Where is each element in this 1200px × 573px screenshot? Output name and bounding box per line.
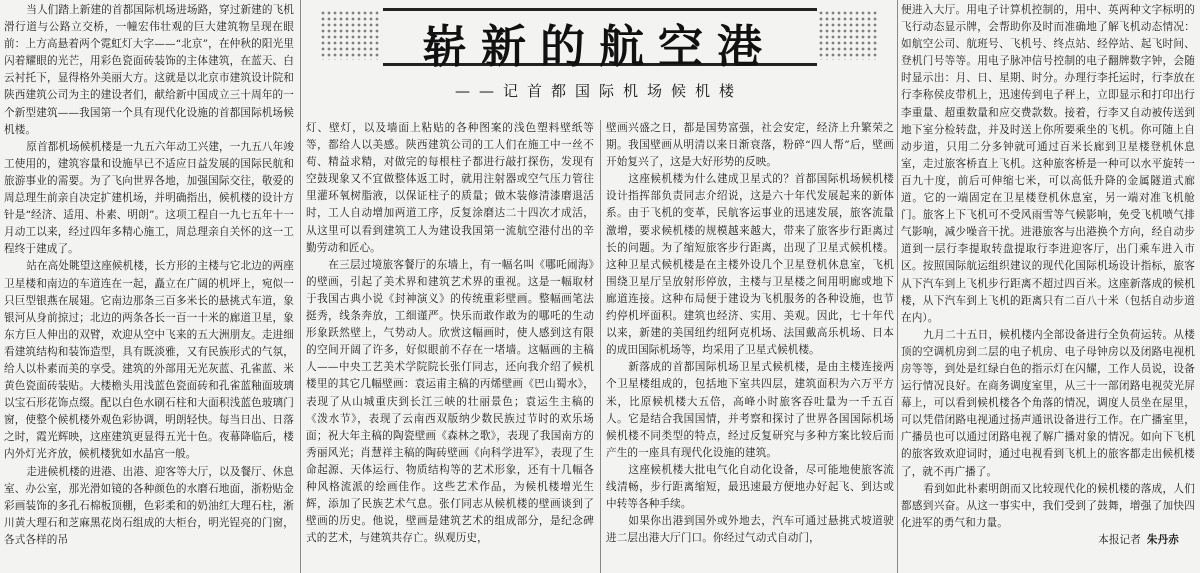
headline-block [310,6,888,112]
paragraph: 原首都机场候机楼是一九五六年动工兴建，一九五八年竣工使用的，建筑容量和设施早已不适应日益发展的国际民航和旅游事业的需要。为了飞向世界各地，加强国际交往，敬爱的周总理生前亲自决定扩建机场，并明确指出，候机楼的设计方针是“经济、适用、朴素、明朗”。这项工程自一九七五年十一月动工以来，经过四年多精心施工，周总理亲自关怀的这一工程终于建成了。 [4,140,294,256]
paragraph: 便进入大厅。用电子计算机控制的，用中、英两种文字标明的飞行动态显示牌，会帮助你及时而准确地了解飞机动态情况：如航空公司、航班号、飞机号、终点站、经停站、起飞时间、登机门号等等。用电子脉冲信号控制的电子翻牌数字钟，会随时显示出：月、日、星期、时分。办理行李托运时，行李放在行李称侯皮带机上，迅速传到电子秤上，立即显示和打印出行李重量、超重数量和应交费款数。接着，行李又自动被传送到地下室分检转盘，并及时送上你所要乘坐的飞机。你可随上自动步道，只用二分多钟就可通过百米长廊到卫星楼登机休息室，走过旅客桥直上飞机。这种旅客桥是一种可以水平旋转一百九十度，前后可伸缩七米，可以高低升降的金属隧道式廊道。它的一端固定在卫星楼登机休息室，另一端对准飞机舱门。旅客上下飞机可不受风雨雪等气候影响，免受飞机喷气排气影响，减少噪音干扰。进港旅客与出港换个方向，经自动步道到一层行李提取转盘提取行李进迎客厅，出门乘车进入市区。按照国际航运组织建议的现代化国际机场设计指标，旅客从下汽车到上飞机步行距离不超过四百米。这座新落成的候机楼，从下汽车到上飞机的距离只有二百八十米（包括自动步道在内）。 [901,4,1195,324]
paragraph: 走进候机楼的进港、出港、迎客等大厅，以及餐厅、休息室、办公室，那光滑如镜的各种颜色的水磨石地面，浙粉贴金彩画装饰的多孔石棉板顶棚，色彩柔和的奶油红大理石柱，淅川黄大理石和芝麻黑花岗石组成的大柜台，明光锃亮的门窗，各式各样的吊 [4,465,294,546]
subtitle: ——记首都国际机场候机楼 [454,82,743,100]
column-divider [897,0,898,573]
article-column-3 [606,120,894,568]
paragraph: 九月二十五日，候机楼内全部设备进行全负荷运转。从楼顶的空调机房到二层的电子机房、电子母钟房以及闭路电视机房等等，到处是红绿白色的指示灯在闪耀，工作人员说，设备运行情况良好。在商务调度室里，从三十一部闭路电视荧光屏幕上，可以看到候机楼各个角落的情况，调度人员坐在屋里，可以凭借闭路电视通过扬声通讯设备进行工作。在广播室里，广播员也可以通过闭路电视了解广播对象的情况。如向下飞机的旅客致欢迎词时，通过电视看到飞机上的旅客都走出候机楼了，就不再广播了。 [901,328,1195,478]
paragraph: 壁画兴盛之日，都是国势富强，社会安定，经济上升繁荣之期。我国壁画从明清以来日渐衰落，粉碎“四人帮”后，壁画开始复兴了，这是大好形势的反映。 [606,122,894,169]
paragraph: 看到如此朴素明朗而又比较现代化的候机楼的落成，人们都感到兴奋。从这一事实中，我们受到了鼓舞，增强了加快四化进军的勇气和力量。 [901,482,1195,529]
paragraph: 灯、壁灯，以及墙面上粘贴的各种图案的浅色塑料壁纸等等，都给人以美感。陕西建筑公司的工人们在施工中一丝不苟、精益求精，对做完的每根柱子都进行敲打探伤，发现有空鼓现象又不宜做整体返工时，就用注射器或空气压力管往里灌环氧树脂液，以保证柱子的质量；做木装修清漆磨退活时，工人自动增加两道工序，反复涂磨达二十四次才成活，从这里可以看到建筑工人为建设我国第一流航空港付出的辛勤劳动和匠心。 [306,122,594,254]
paragraph: 站在高处眺望这座候机楼，长方形的主楼与它北边的两座卫星楼和南边的车道连在一起，矗立在广阔的机坪上，宛似一只巨型银燕在展翅。它南边那条三百多米长的悬挑式车道，象银河从身前掠过；北边的两条各长一百一十米的廊道卫星，象东方巨人伸出的双臂，欢迎从空中飞来的五大洲朋友。走进细看建筑结构和装饰造型，具有既淡雅，又有民族形式的气氛，给人以朴素而美的享受。建筑的外部用无光灰蓝、孔雀蓝、米黄色瓷面砖装贴。大楼檐头用浅蓝色瓷面砖和孔雀蓝釉面玻璃以宝石形花饰点缀。配以白色水刷石柱和大面积浅蓝色玻璃门窗，使整个候机楼外观色彩协调，明朗轻快。每当日出、日落之时，霞光辉映，这座建筑更显得五光十色。夜幕降临后，楼内外灯光齐放，候机楼犹如水晶宫一般。 [4,260,294,461]
column-divider [600,120,601,573]
paragraph: 当人们踏上新建的首都国际机场进场路，穿过新建的飞机滑行道与公路立交桥，一幢宏伟壮观的巨大建筑物呈现在眼前：上方高悬着两个霓虹灯大字——“北京”，在仲秋的阳光里闪着耀眼的光芒，用彩色瓷面砖装饰的主体建筑，在蓝天、白云衬托下，显得格外美丽大方。这就是以北京市建筑设计院和陕西建筑公司为主的建设者们，献给新中国成立三十周年的一个新型建筑——我国第一个具有现代化设施的首都国际机场候机楼。 [4,4,294,136]
paragraph: 如果你出港到国外或外地去，汽车可通过悬挑式坡道驶进二层出港大厅门口。你经过气动式自动门， [606,515,894,545]
article-column-2 [306,120,594,568]
paragraph: 这座候机楼为什么建成卫星式的？首都国际机场候机楼设计指挥部负责同志介绍说，这是六十年代发展起来的新体系。由于飞机的变革，民航客运事业的迅速发展，旅客流量激增，要求候机楼的规模越来越大，带来了旅客步行距离过长的问题。为了缩短旅客步行距离，出现了卫星式候机楼。这种卫星式候机楼是在主楼外设几个卫星登机休息室，飞机围绕卫星厅呈放射形停放，主楼与卫星楼之间用明廊或地下廊道连接。这种布局便于建设为飞机服务的各种设施，也节约停机坪面积。建筑也经济、实用、美观。因此，七十年代以来，新建的美国纽约纽阿克机场、法国戴高乐机场、日本的成田国际机场等，均采用了卫星式候机楼。 [606,173,894,357]
article-column-4 [901,2,1195,568]
article-column-1 [4,2,294,568]
byline-prefix: 本报记者 [1098,533,1141,546]
column-divider [300,0,301,573]
paragraph: 这座候机楼大批电气化自动化设备，尽可能地使旅客流线清畅，步行距离缩短，最迅速最方便地办好起飞、到达或中转等各种手续。 [606,463,894,511]
paragraph: 新落成的首都国际机场卫星式候机楼，是由主楼连接两个卫星楼组成的，包括地下室共四层，建筑面积为六万平方米，比原候机楼大五倍，高峰小时旅客吞吐量为一千五百人。它是结合我国国情，并考察和探讨了世界各国国际机场候机楼不同类型的特点，经过反复研究与多种方案比较后而产生的一座具有现代化设施的建筑。 [606,361,894,459]
paragraph: 在三层过境旅客餐厅的东墙上，有一幅名叫《哪吒闹海》的壁画，引起了美术界和建筑艺术界的重视。这是一幅取材于我国古典小说《封神演义》的传统重彩壁画。整幅画笔法挺秀，线条奔放，工细谨严。快乐而敢作敢为的哪吒的生动形象跃然壁上，气势动人。欣赏这幅画时，使人感到这有限的空间开阔了许多，好似眼前不存在一堵墙。这幅画的主稿人——中央工艺美术学院院长张仃同志，还向我介绍了候机楼里的其它几幅壁画：袁运甫主稿的丙烯壁画《巴山蜀水》，表现了从山城重庆到长江三峡的壮丽景色；袁运生主稿的《泼水节》，表现了云南西双版纳少数民族过节时的欢乐场面；祝大年主稿的陶瓷壁画《森林之歌》，表现了我国南方的秀丽风光；肖慧祥主稿的陶砖壁画《向科学进军》，表现了生命起源、天体运行、物质结构等的艺术形象，还有十几幅各种风格流派的绘画佳作。这些艺术作品，为候机楼增光生辉，添加了民族艺术气息。张仃同志从候机楼的壁画谈到了壁画的历史。他说，壁画是建筑艺术的组成部分，是纪念碑式的艺术，与建筑共存亡。纵观历史， [306,258,594,545]
author-name: 朱丹赤 [1146,533,1179,546]
byline [901,532,1195,549]
headline: 崭新的航空港 [421,20,776,73]
